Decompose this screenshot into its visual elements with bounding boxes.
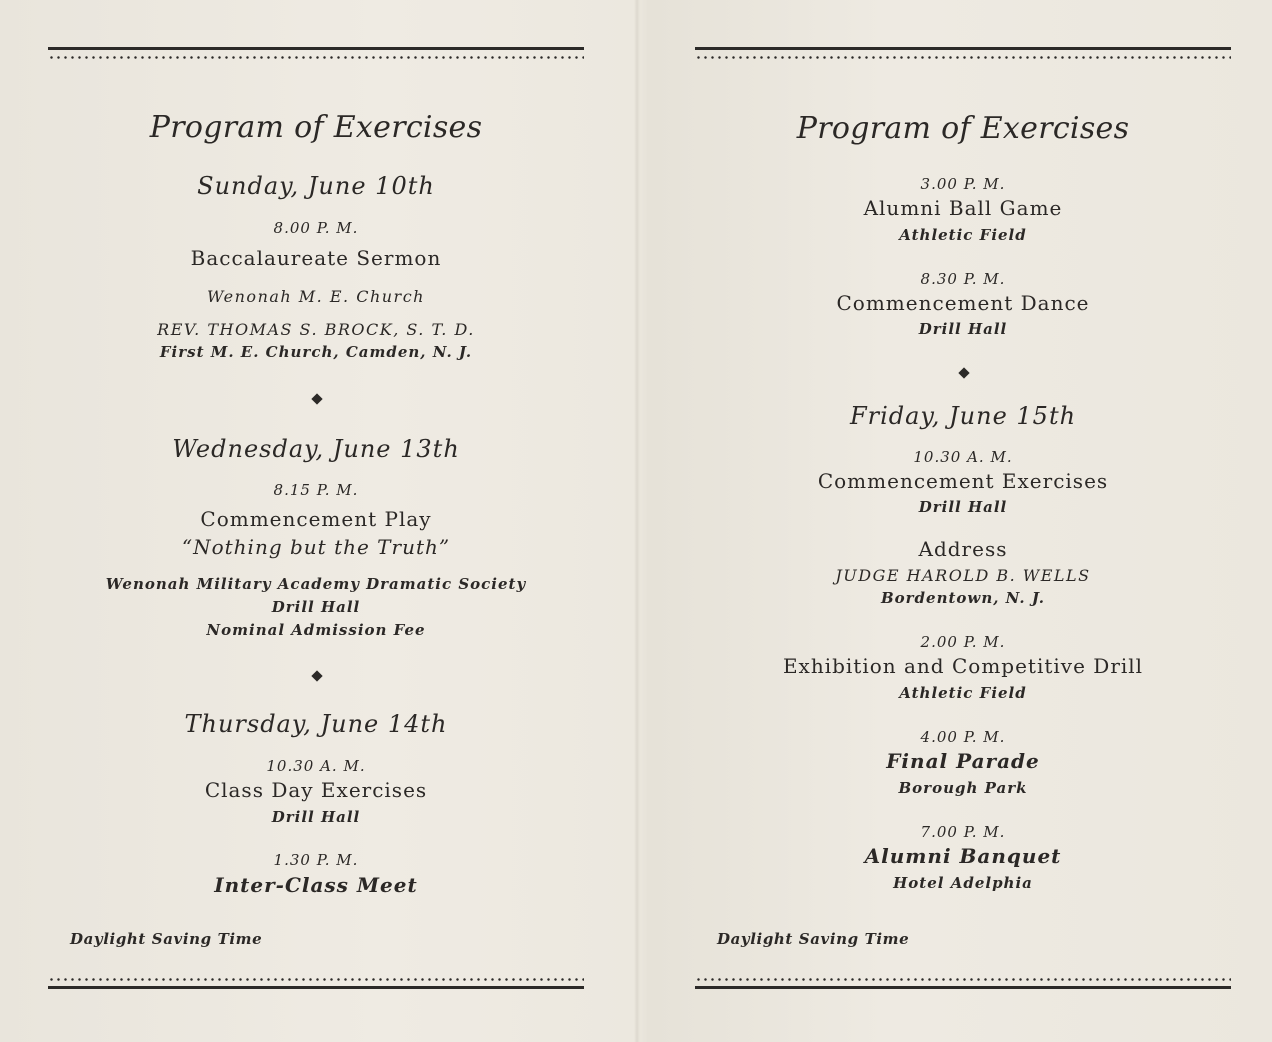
event-title: Alumni Banquet	[864, 844, 1062, 868]
event-time: 10.30 A. M.	[266, 757, 366, 775]
day-heading-thursday: Thursday, June 14th	[184, 710, 448, 738]
page-heading: Program of Exercises	[796, 111, 1130, 146]
event-title: Commencement Exercises	[817, 469, 1109, 493]
event-place: Athletic Field	[899, 226, 1027, 244]
top-border-rule	[48, 47, 584, 61]
day-heading-sunday: Sunday, June 10th	[197, 172, 435, 200]
section-divider-diamond	[311, 393, 322, 404]
section-divider-diamond	[311, 670, 322, 681]
event-place: Drill Hall	[271, 808, 361, 826]
right-page	[695, 0, 1231, 1042]
event-title: Alumni Ball Game	[863, 196, 1063, 220]
event-time: 10.30 A. M.	[913, 448, 1013, 466]
event-place: Drill Hall	[271, 598, 361, 616]
top-border-rule	[695, 47, 1231, 61]
event-place: Borough Park	[898, 779, 1028, 797]
bottom-border-rule	[48, 978, 584, 992]
event-time: 8.00 P. M.	[273, 219, 359, 237]
left-page	[48, 0, 584, 1042]
event-place: Wenonah M. E. Church	[207, 287, 425, 306]
footer-note: Daylight Saving Time	[70, 930, 263, 948]
event-title: Final Parade	[886, 749, 1040, 773]
event-time: 8.15 P. M.	[273, 481, 359, 499]
event-time: 4.00 P. M.	[920, 728, 1006, 746]
section-divider-diamond	[958, 367, 969, 378]
presenter-name: Wenonah Military Academy Dramatic Society	[105, 575, 527, 593]
speaker-name: REV. THOMAS S. BROCK, S. T. D.	[157, 320, 475, 339]
bottom-border-rule	[695, 978, 1231, 992]
event-title: Commencement Dance	[836, 291, 1090, 315]
event-place: Athletic Field	[899, 684, 1027, 702]
event-place: Hotel Adelphia	[893, 874, 1033, 892]
event-time: 1.30 P. M.	[273, 851, 359, 869]
address-label: Address	[918, 537, 1008, 561]
page-fold	[634, 0, 640, 1042]
address-speaker: JUDGE HAROLD B. WELLS	[835, 566, 1091, 585]
event-place: Drill Hall	[918, 320, 1008, 338]
day-heading-friday: Friday, June 15th	[849, 402, 1077, 430]
event-title: Baccalaureate Sermon	[190, 246, 442, 270]
event-time: 8.30 P. M.	[920, 270, 1006, 288]
play-title: “Nothing but the Truth”	[181, 535, 451, 559]
event-time: 2.00 P. M.	[920, 633, 1006, 651]
address-speaker-place: Bordentown, N. J.	[880, 589, 1046, 607]
event-time: 7.00 P. M.	[920, 823, 1006, 841]
admission-note: Nominal Admission Fee	[206, 621, 426, 639]
event-title: Inter-Class Meet	[214, 873, 418, 897]
event-title: Exhibition and Competitive Drill	[782, 654, 1144, 678]
page-heading: Program of Exercises	[149, 110, 483, 145]
event-time: 3.00 P. M.	[920, 175, 1006, 193]
day-heading-wednesday: Wednesday, June 13th	[172, 435, 460, 463]
event-title: Commencement Play	[200, 507, 432, 531]
footer-note: Daylight Saving Time	[717, 930, 910, 948]
event-title: Class Day Exercises	[204, 778, 428, 802]
speaker-church: First M. E. Church, Camden, N. J.	[159, 343, 473, 361]
event-place: Drill Hall	[918, 498, 1008, 516]
